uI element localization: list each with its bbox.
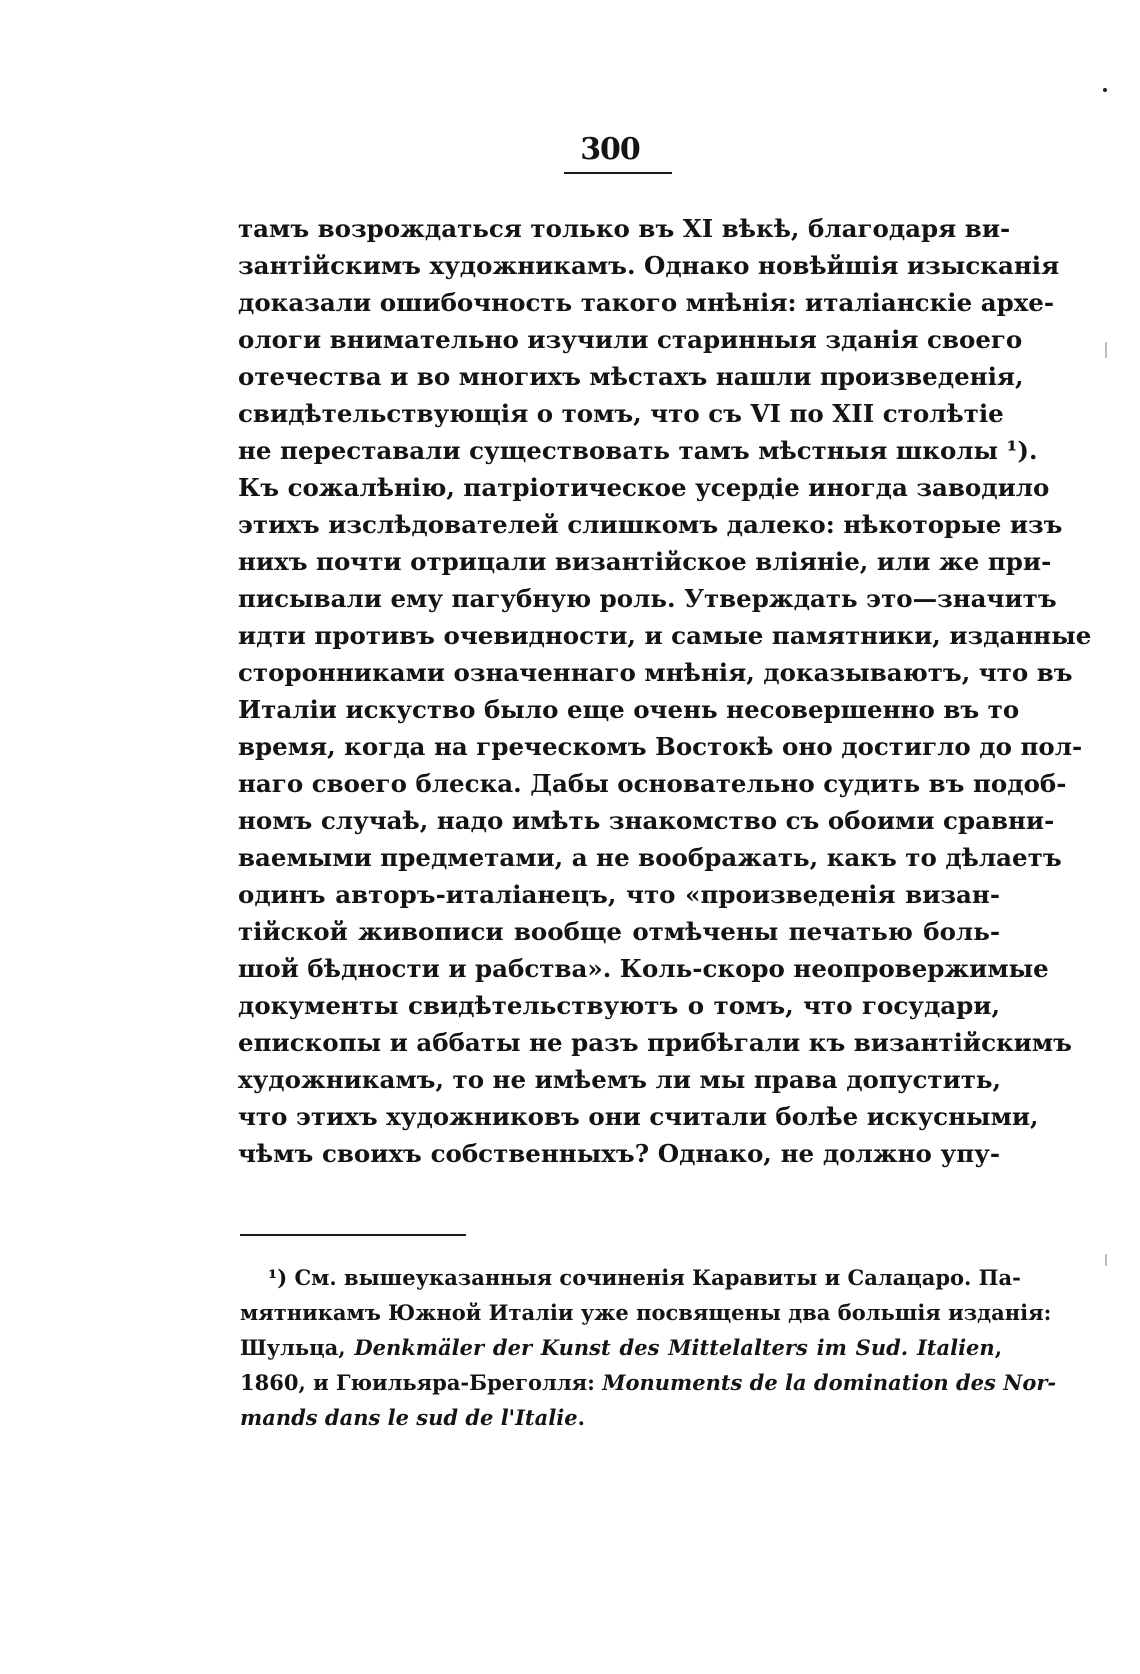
footnote-text: 1860, и Гюильяра-Бреголля: (240, 1370, 603, 1395)
footnote (240, 1260, 1057, 1435)
page-number-underline (564, 172, 672, 174)
footnote-book-title: Denkmäler der Kunst des Mittelalters im Sud. Italien (354, 1335, 995, 1360)
text-line: тамъ возрождаться только въ XI вѣкѣ, благодаря ви- (238, 214, 1011, 243)
text-line: доказали ошибочность такого мнѣнія: италіанскіе архе- (238, 288, 1055, 317)
text-line: время, когда на греческомъ Востокѣ оно достигло до пол- (238, 732, 1083, 761)
main-text (238, 210, 1092, 1172)
footnote-line (240, 1365, 1057, 1400)
footnote-line (240, 1400, 1002, 1435)
text-line: документы свидѣтельствуютъ о томъ, что государи, (238, 991, 1000, 1020)
footnote-book-title: Monuments de la domination des Nor- (602, 1370, 1057, 1395)
footnote-text: , (994, 1335, 1002, 1360)
text-line: писывали ему пагубную роль. Утверждать это—значитъ (238, 584, 1057, 613)
text-line: одинъ авторъ-италіанецъ, что «произведенія визан- (238, 880, 1000, 909)
margin-scan-mark (1105, 342, 1107, 358)
footnote-line: мятникамъ Южной Италіи уже посвящены два большія изданія: (240, 1300, 1052, 1325)
text-line: отечества и во многихъ мѣстахъ нашли произведенія, (238, 362, 1024, 391)
text-line: нихъ почти отрицали византійское вліяніе, или же при- (238, 547, 1052, 576)
margin-scan-mark (1105, 1254, 1107, 1266)
text-line: наго своего блеска. Дабы основательно судить въ подоб- (238, 769, 1067, 798)
text-line: что этихъ художниковъ они считали болѣе искусными, (238, 1102, 1039, 1131)
footnote-line: ¹) См. вышеуказанныя сочиненія Каравиты и Салацаро. Па- (268, 1265, 1021, 1290)
text-line: художникамъ, то не имѣемъ ли мы права допустить, (238, 1065, 1002, 1094)
text-line: шой бѣдности и рабства». Коль-скоро неопровержимые (238, 954, 1049, 983)
text-line: Италіи искуство было еще очень несовершенно въ то (238, 695, 1020, 724)
footnote-text: . (577, 1405, 585, 1430)
text-line: тійской живописи вообще отмѣчены печатью боль- (238, 917, 1000, 946)
text-line: епископы и аббаты не разъ прибѣгали къ византійскимъ (238, 1028, 1072, 1057)
footnote-line (240, 1330, 1002, 1365)
text-line: зантійскимъ художникамъ. Однако новѣйшія изысканія (238, 251, 1060, 280)
text-line: чѣмъ своихъ собственныхъ? Однако, не должно упу- (238, 1139, 1000, 1168)
footnote-separator (240, 1234, 466, 1236)
margin-speck (1103, 88, 1107, 92)
text-line: ологи внимательно изучили старинныя зданія своего (238, 325, 1023, 354)
text-line: сторонниками означеннаго мнѣнія, доказываютъ, что въ (238, 658, 1073, 687)
footnote-book-title: mands dans le sud de l'Italie (240, 1405, 578, 1430)
text-line: свидѣтельствующія о томъ, что съ VI по XII столѣтіе (238, 399, 1004, 428)
page-number: 300 (580, 132, 640, 167)
text-line: идти противъ очевидности, и самые памятники, изданные (238, 621, 1092, 650)
text-line: Къ сожалѣнію, патріотическое усердіе иногда заводило (238, 473, 1050, 502)
text-line: номъ случаѣ, надо имѣть знакомство съ обоими сравни- (238, 806, 1055, 835)
text-line: ваемыми предметами, а не воображать, какъ то дѣлаетъ (238, 843, 1062, 872)
text-line: этихъ изслѣдователей слишкомъ далеко: нѣкоторые изъ (238, 510, 1063, 539)
text-line: не переставали существовать тамъ мѣстныя школы ¹). (238, 436, 1038, 465)
footnote-text: Шульца, (240, 1335, 355, 1360)
